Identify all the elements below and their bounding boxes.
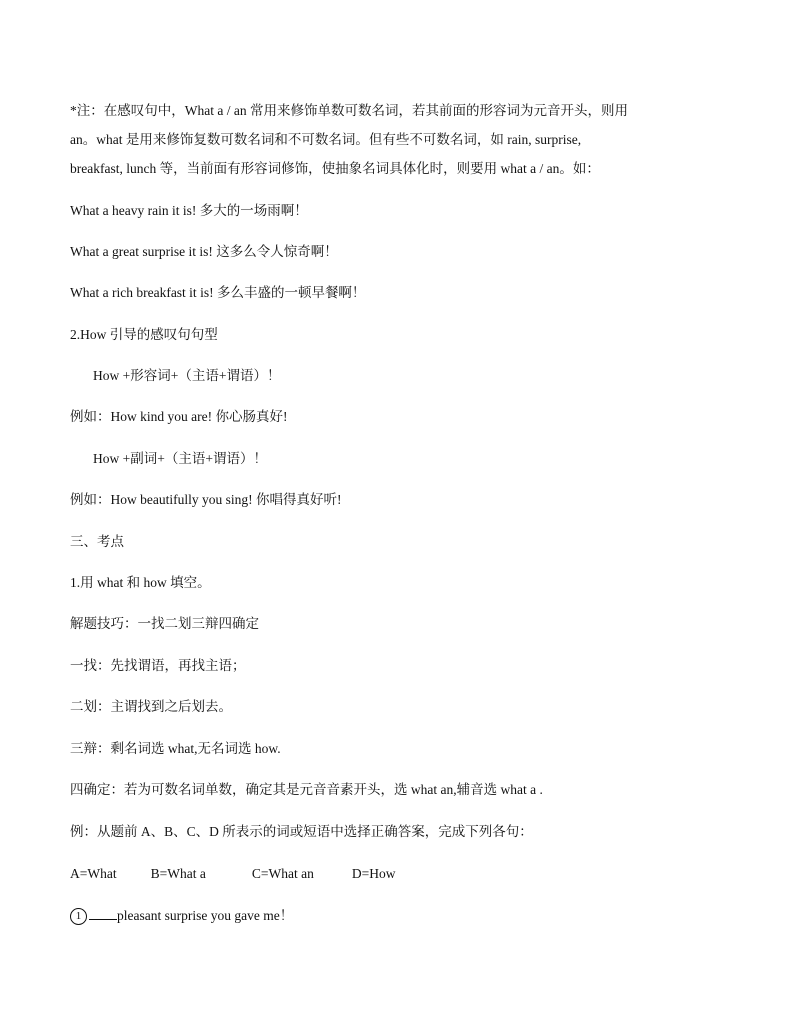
question-1 [70, 905, 293, 926]
note-line-1: *注：在感叹句中，What a / an 常用来修饰单数可数名词，若其前面的形容词为元音开头，则用 [70, 103, 628, 118]
question-1-text: pleasant surprise you gave me！ [117, 908, 294, 923]
how-example-1: 例如：How kind you are! 你心肠真好! [70, 409, 288, 424]
option-c: C=What an [251, 866, 314, 881]
example-what-3: What a rich breakfast it is! 多么丰盛的一顿早餐啊！ [70, 285, 366, 300]
option-a: A=What [70, 866, 117, 881]
example-what-2: What a great surprise it is! 这多么令人惊奇啊！ [70, 244, 338, 259]
step-find: 一找：先找谓语，再找主语； [70, 658, 246, 673]
example-what-1: What a heavy rain it is! 多大的一场雨啊！ [70, 203, 308, 218]
exercise-instruction: 例：从题前 A、B、C、D 所表示的词或短语中选择正确答案，完成下列各句： [70, 824, 533, 839]
kaodian-item-1: 1.用 what 和 how 填空。 [70, 575, 211, 590]
step-strike: 二划：主谓找到之后划去。 [70, 699, 232, 714]
answer-options [70, 864, 395, 884]
option-d: D=How [351, 866, 396, 881]
question-number-circle: 1 [70, 908, 87, 925]
how-pattern-adjective: How +形容词+（主语+谓语）！ [93, 368, 281, 383]
answer-blank[interactable] [89, 905, 117, 920]
kaodian-heading: 三、考点 [70, 534, 124, 549]
solving-tips: 解题技巧：一找二划三辩四确定 [70, 616, 259, 631]
step-determine: 四确定：若为可数名词单数，确定其是元音音素开头，选 what an,辅音选 what a . [70, 782, 543, 797]
how-pattern-adverb: How +副词+（主语+谓语）！ [93, 451, 267, 466]
step-distinguish: 三辩：剩名词选 what,无名词选 how. [70, 741, 281, 756]
how-example-2: 例如：How beautifully you sing! 你唱得真好听! [70, 492, 342, 507]
option-b: B=What a [150, 866, 206, 881]
how-section-heading: 2.How 引导的感叹句句型 [70, 327, 218, 342]
note-line-2: an。what 是用来修饰复数可数名词和不可数名词。但有些不可数名词，如 rain, surprise, [70, 132, 582, 147]
note-line-3: breakfast, lunch 等，当前面有形容词修饰，使抽象名词具体化时，则要用 what a / an。如： [70, 161, 600, 176]
